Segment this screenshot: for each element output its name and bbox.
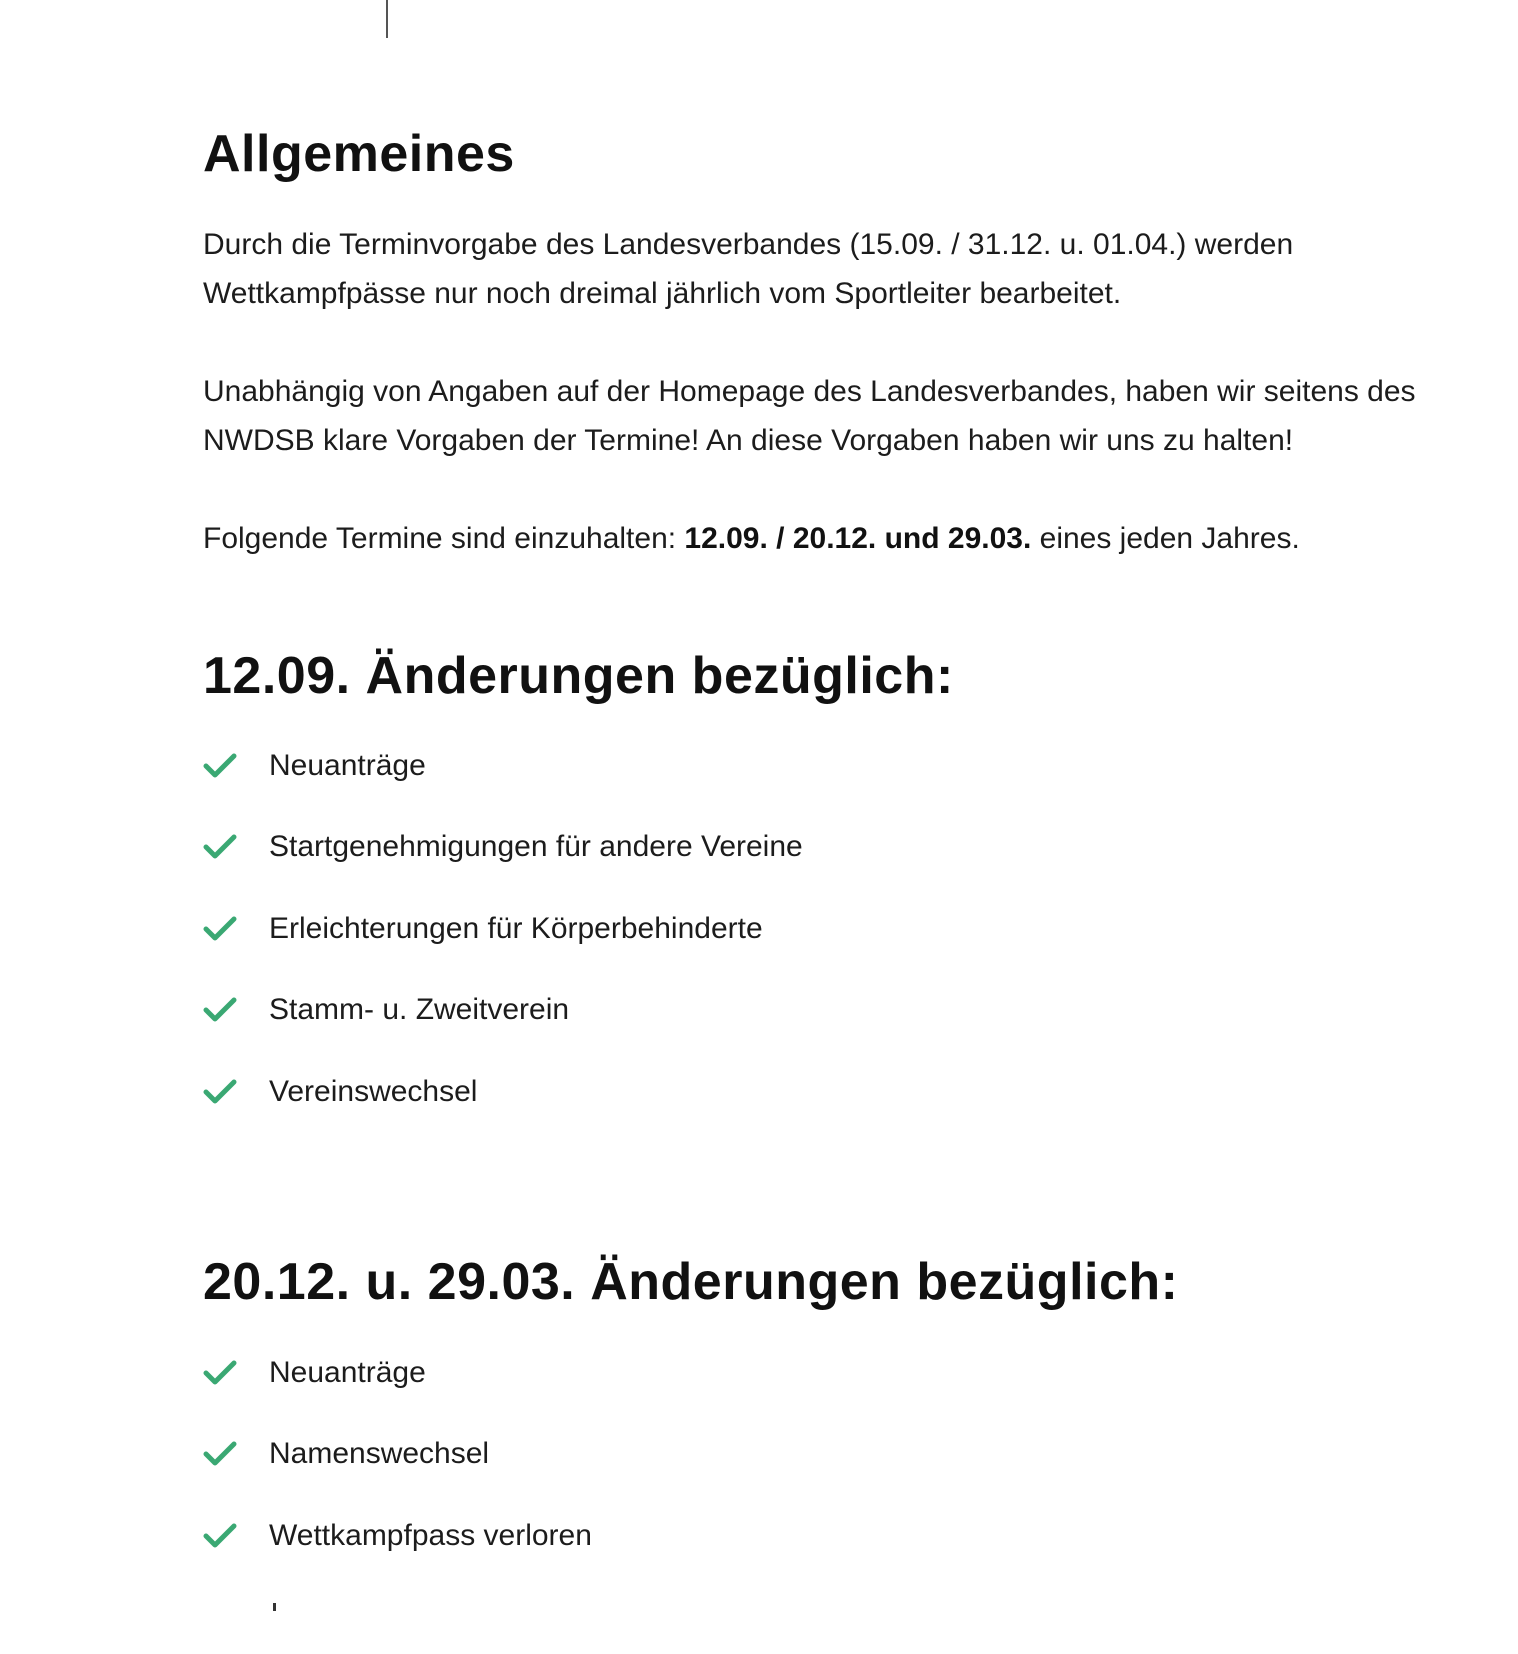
scan-artifact-line [386, 0, 388, 38]
list-item [203, 888, 1103, 970]
required-dates-prefix: Folgende Termine sind einzuhalten: [203, 522, 685, 555]
list-item [203, 970, 1103, 1052]
list-item-label: Wettkampfpass verloren [269, 1518, 592, 1552]
checklist-september [203, 725, 1103, 1133]
check-icon [203, 1358, 237, 1388]
section-heading-september: 12.09. Änderungen bezüglich: [203, 647, 954, 705]
list-item [203, 1332, 1103, 1414]
check-icon [203, 1439, 237, 1469]
checklist-december-march [203, 1332, 1103, 1577]
list-item-label: Erleichterungen für Körperbehinderte [269, 911, 763, 945]
list-item-label: Neuanträge [269, 748, 426, 782]
check-icon [203, 914, 237, 944]
list-item [203, 1414, 1103, 1496]
section-heading-december-march: 20.12. u. 29.03. Änderungen bezüglich: [203, 1253, 1179, 1311]
list-item [203, 1051, 1103, 1133]
list-item-label: Stamm- u. Zweitverein [269, 993, 570, 1027]
check-icon [203, 832, 237, 862]
check-icon [203, 751, 237, 781]
list-item [203, 807, 1103, 889]
scan-artifact-dot [273, 1603, 276, 1611]
required-dates-suffix: eines jeden Jahres. [1031, 522, 1300, 555]
list-item-label: Vereinswechsel [269, 1074, 478, 1108]
list-item [203, 1495, 1103, 1577]
paragraph-nwdsb-requirements: Unabhängig von Angaben auf der Homepage des Landesverbandes, haben wir seitens des NWDSB klare Vorgaben der Termine! An diese Vorgaben haben wir uns zu halten! [203, 375, 1416, 457]
list-item [203, 725, 1103, 807]
list-item-label: Namenswechsel [269, 1437, 490, 1471]
check-icon [203, 995, 237, 1025]
paragraph-deadlines-landesverband: Durch die Terminvorgabe des Landesverbandes (15.09. / 31.12. u. 01.04.) werden Wettkampfpässe nur noch dreimal jährlich vom Sportleiter bearbeitet. [203, 228, 1294, 310]
check-icon [203, 1521, 237, 1551]
page-title: Allgemeines [203, 125, 515, 183]
list-item-label: Startgenehmigungen für andere Vereine [269, 830, 803, 864]
check-icon [203, 1077, 237, 1107]
paragraph-required-dates [203, 514, 1463, 563]
list-item-label: Neuanträge [269, 1355, 426, 1389]
required-dates-values: 12.09. / 20.12. und 29.03. [684, 522, 1032, 555]
